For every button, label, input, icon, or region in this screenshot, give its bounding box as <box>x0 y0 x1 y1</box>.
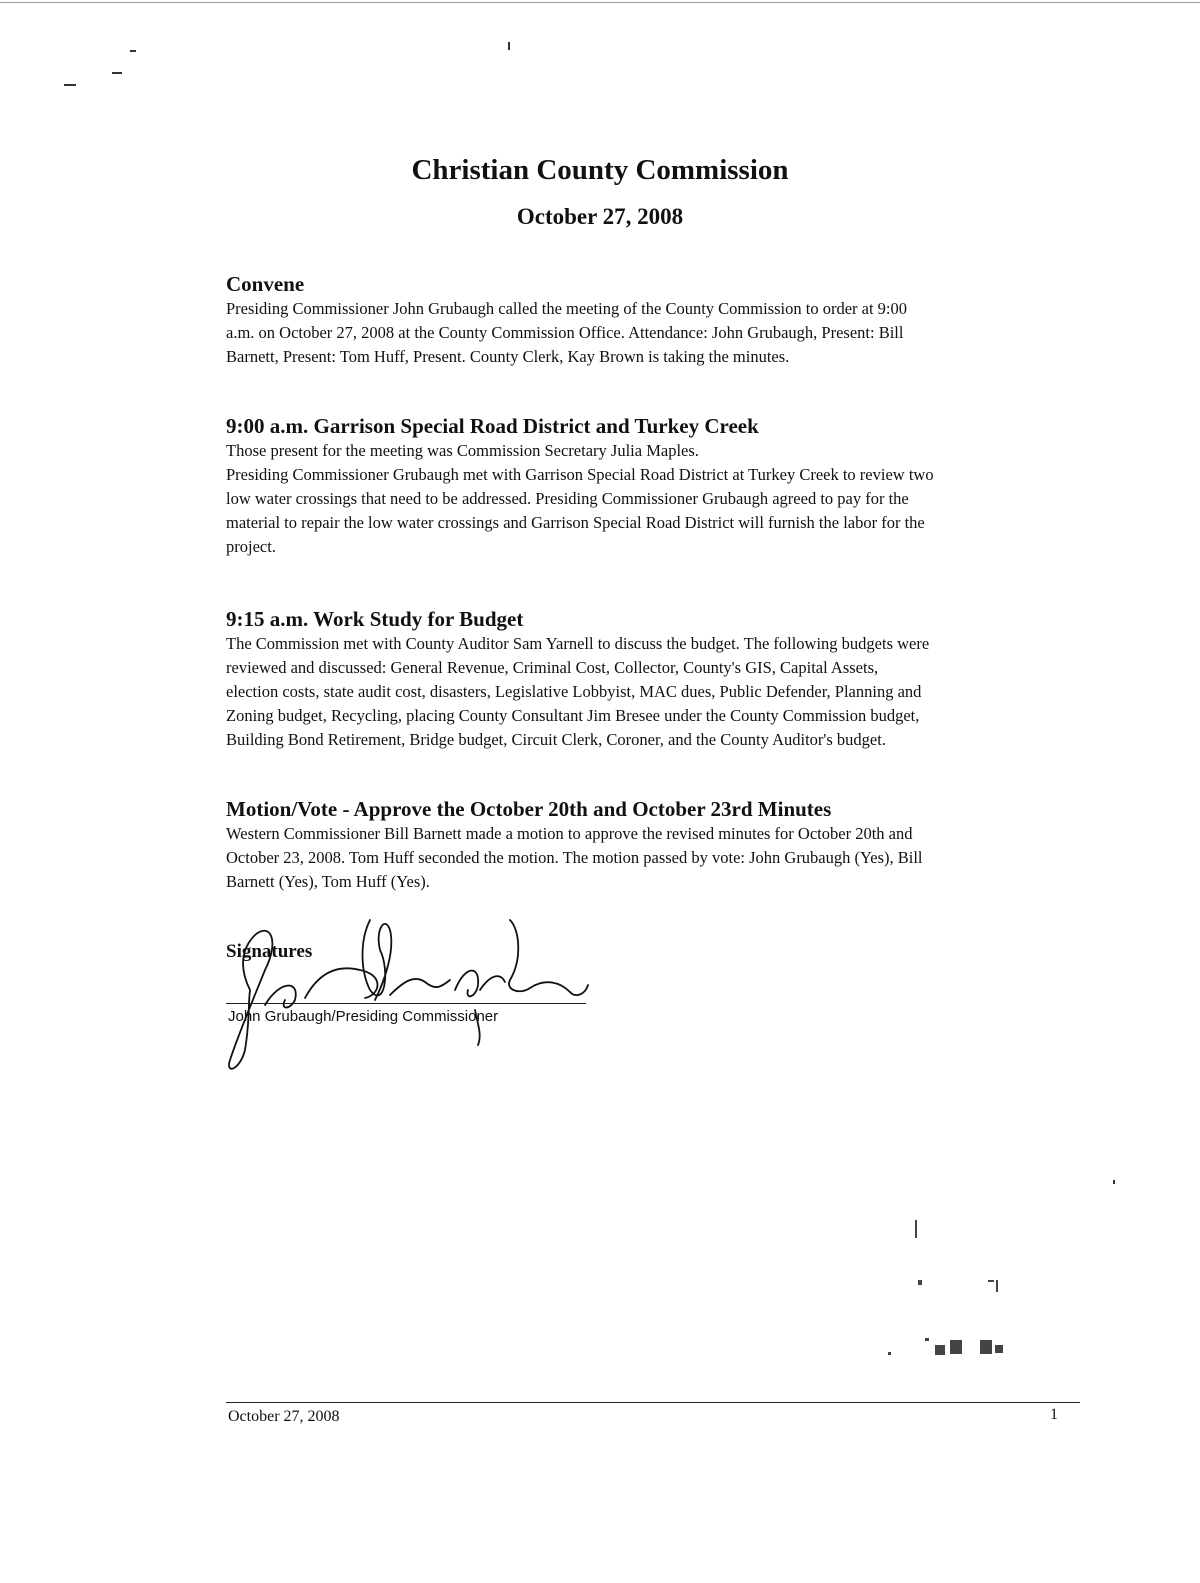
page-title: Christian County Commission <box>411 154 789 186</box>
section-heading: Convene <box>226 272 305 296</box>
section-body: Those present for the meeting was Commission Secretary Julia Maples. Presiding Commissioner Grubaugh met with Garrison Special Road District at Turkey Creek to review two low water crossings that need to be addressed. Presiding Commissioner Grubaugh agreed to pay for the material to repair the low water crossings and Garrison Special Road District will furnish the labor for the project. <box>226 441 934 556</box>
section-body: Presiding Commissioner John Grubaugh called the meeting of the County Commission to order at 9:00 a.m. on October 27, 2008 at the County Commission Office. Attendance: John Grubaugh, Present: Bill Barnett, Present: Tom Huff, Present. County Clerk, Kay Brown is taking the minutes. <box>226 299 908 366</box>
footer-date: October 27, 2008 <box>228 1408 340 1425</box>
section-garrison-road-district <box>226 414 1086 559</box>
handwritten-signature <box>210 910 590 1080</box>
footer-rule <box>226 1402 1080 1403</box>
section-body: Western Commissioner Bill Barnett made a motion to approve the revised minutes for October 20th and October 23, 2008. Tom Huff seconded the motion. The motion passed by vote: John Grubaugh (Yes), Bill Barnett (Yes), Tom Huff (Yes). <box>226 824 923 891</box>
signatures-heading: Signatures <box>226 941 313 962</box>
page-number: 1 <box>1050 1406 1058 1423</box>
section-heading: 9:15 a.m. Work Study for Budget <box>226 607 524 631</box>
section-heading: 9:00 a.m. Garrison Special Road District and Turkey Creek <box>226 414 759 438</box>
signer-name: John Grubaugh/Presiding Commissioner <box>228 1008 499 1025</box>
section-heading: Motion/Vote - Approve the October 20th and October 23rd Minutes <box>226 797 832 821</box>
meeting-date: October 27, 2008 <box>516 204 684 229</box>
faded-stamp-marks <box>880 1210 1040 1370</box>
section-motion-vote <box>226 797 1086 894</box>
section-convene <box>226 272 1086 369</box>
section-body: The Commission met with County Auditor Sam Yarnell to discuss the budget. The following budgets were reviewed and discussed: General Revenue, Criminal Cost, Collector, County's GIS, Capital Assets, election costs, state audit cost, disasters, Legislative Lobbyist, MAC dues, Public Defender, Planning and Zoning budget, Recycling, placing County Consultant Jim Bresee under the County Commission budget, Building Bond Retirement, Bridge budget, Circuit Clerk, Coroner, and the County Auditor's budget. <box>226 634 930 749</box>
section-budget-work-study <box>226 607 1086 752</box>
